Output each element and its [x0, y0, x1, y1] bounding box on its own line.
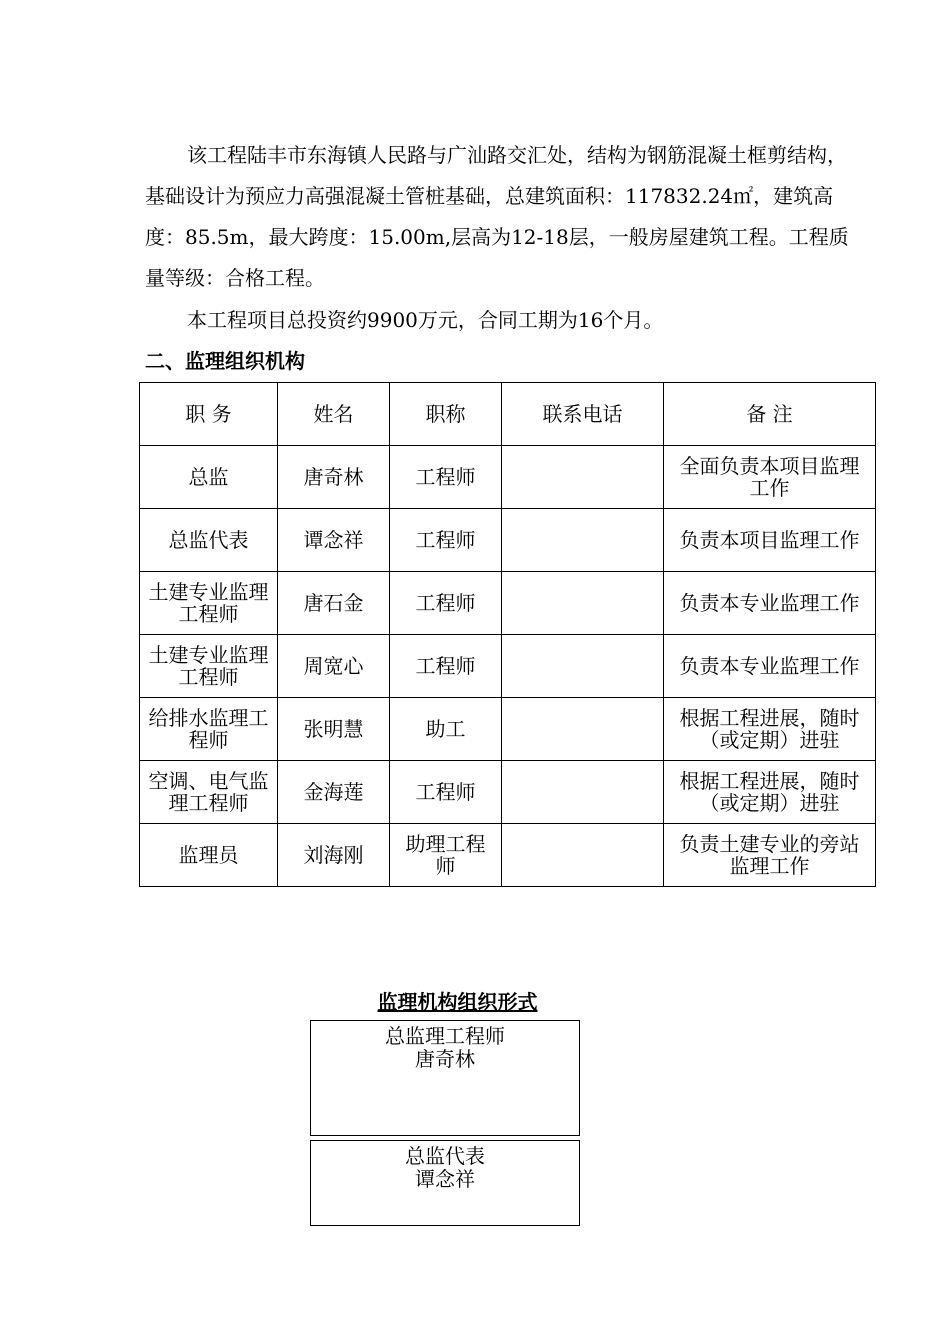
cell-phone: [502, 698, 664, 761]
cell-note: 负责本项目监理工作: [664, 509, 876, 572]
cell-position: 给排水监理工程师: [140, 698, 278, 761]
cell-name: 唐石金: [278, 572, 390, 635]
cell-position: 土建专业监理工程师: [140, 635, 278, 698]
cell-title: 工程师: [390, 761, 502, 824]
header-phone: 联系电话: [502, 383, 664, 446]
org-chart-title: 监理机构组织形式: [377, 990, 538, 1014]
cell-position: 总监: [140, 446, 278, 509]
intro-paragraph-1: 该工程陆丰市东海镇人民路与广汕路交汇处，结构为钢筋混凝土框剪结构，基础设计为预应力高强混凝土管桩基础，总建筑面积：117832.24㎡，建筑高度：85.5m，最大跨度：15.00m,层高为12-18层，一般房屋建筑工程。工程质量等级：合格工程。: [145, 143, 849, 290]
org-box-role: 总监代表: [405, 1144, 485, 1168]
table-row: [140, 761, 876, 824]
section-heading: 二、监理组织机构: [145, 349, 305, 373]
table-header-row: [140, 383, 876, 446]
cell-position: 空调、电气监理工程师: [140, 761, 278, 824]
cell-position: 土建专业监理工程师: [140, 572, 278, 635]
cell-note: 全面负责本项目监理工作: [664, 446, 876, 509]
table-row: [140, 698, 876, 761]
cell-phone: [502, 572, 664, 635]
cell-note: 根据工程进展，随时（或定期）进驻: [664, 761, 876, 824]
table-row: [140, 572, 876, 635]
cell-title: 助工: [390, 698, 502, 761]
cell-note: 根据工程进展，随时（或定期）进驻: [664, 698, 876, 761]
cell-note: 负责土建专业的旁站监理工作: [664, 824, 876, 887]
cell-position: 总监代表: [140, 509, 278, 572]
org-box-deputy: [310, 1140, 580, 1226]
org-box-chief: [310, 1020, 580, 1136]
cell-title: 助理工程师: [390, 824, 502, 887]
org-box-role: 总监理工程师: [385, 1024, 505, 1048]
cell-name: 刘海刚: [278, 824, 390, 887]
cell-phone: [502, 761, 664, 824]
cell-name: 谭念祥: [278, 509, 390, 572]
intro-paragraph-2: 本工程项目总投资约9900万元，合同工期为16个月。: [187, 308, 664, 332]
cell-title: 工程师: [390, 446, 502, 509]
cell-note: 负责本专业监理工作: [664, 572, 876, 635]
cell-name: 金海莲: [278, 761, 390, 824]
staff-table: [139, 382, 876, 887]
cell-position: 监理员: [140, 824, 278, 887]
table-row: [140, 509, 876, 572]
cell-name: 唐奇林: [278, 446, 390, 509]
cell-name: 周宽心: [278, 635, 390, 698]
org-box-name: 谭念祥: [415, 1167, 475, 1191]
table-row: [140, 824, 876, 887]
cell-title: 工程师: [390, 635, 502, 698]
cell-phone: [502, 509, 664, 572]
header-position: 职 务: [140, 383, 278, 446]
cell-note: 负责本专业监理工作: [664, 635, 876, 698]
cell-title: 工程师: [390, 572, 502, 635]
cell-phone: [502, 635, 664, 698]
header-title: 职称: [390, 383, 502, 446]
header-note: 备 注: [664, 383, 876, 446]
table-row: [140, 635, 876, 698]
cell-phone: [502, 446, 664, 509]
table-row: [140, 446, 876, 509]
cell-name: 张明慧: [278, 698, 390, 761]
header-name: 姓名: [278, 383, 390, 446]
cell-title: 工程师: [390, 509, 502, 572]
org-box-name: 唐奇林: [415, 1047, 475, 1071]
cell-phone: [502, 824, 664, 887]
